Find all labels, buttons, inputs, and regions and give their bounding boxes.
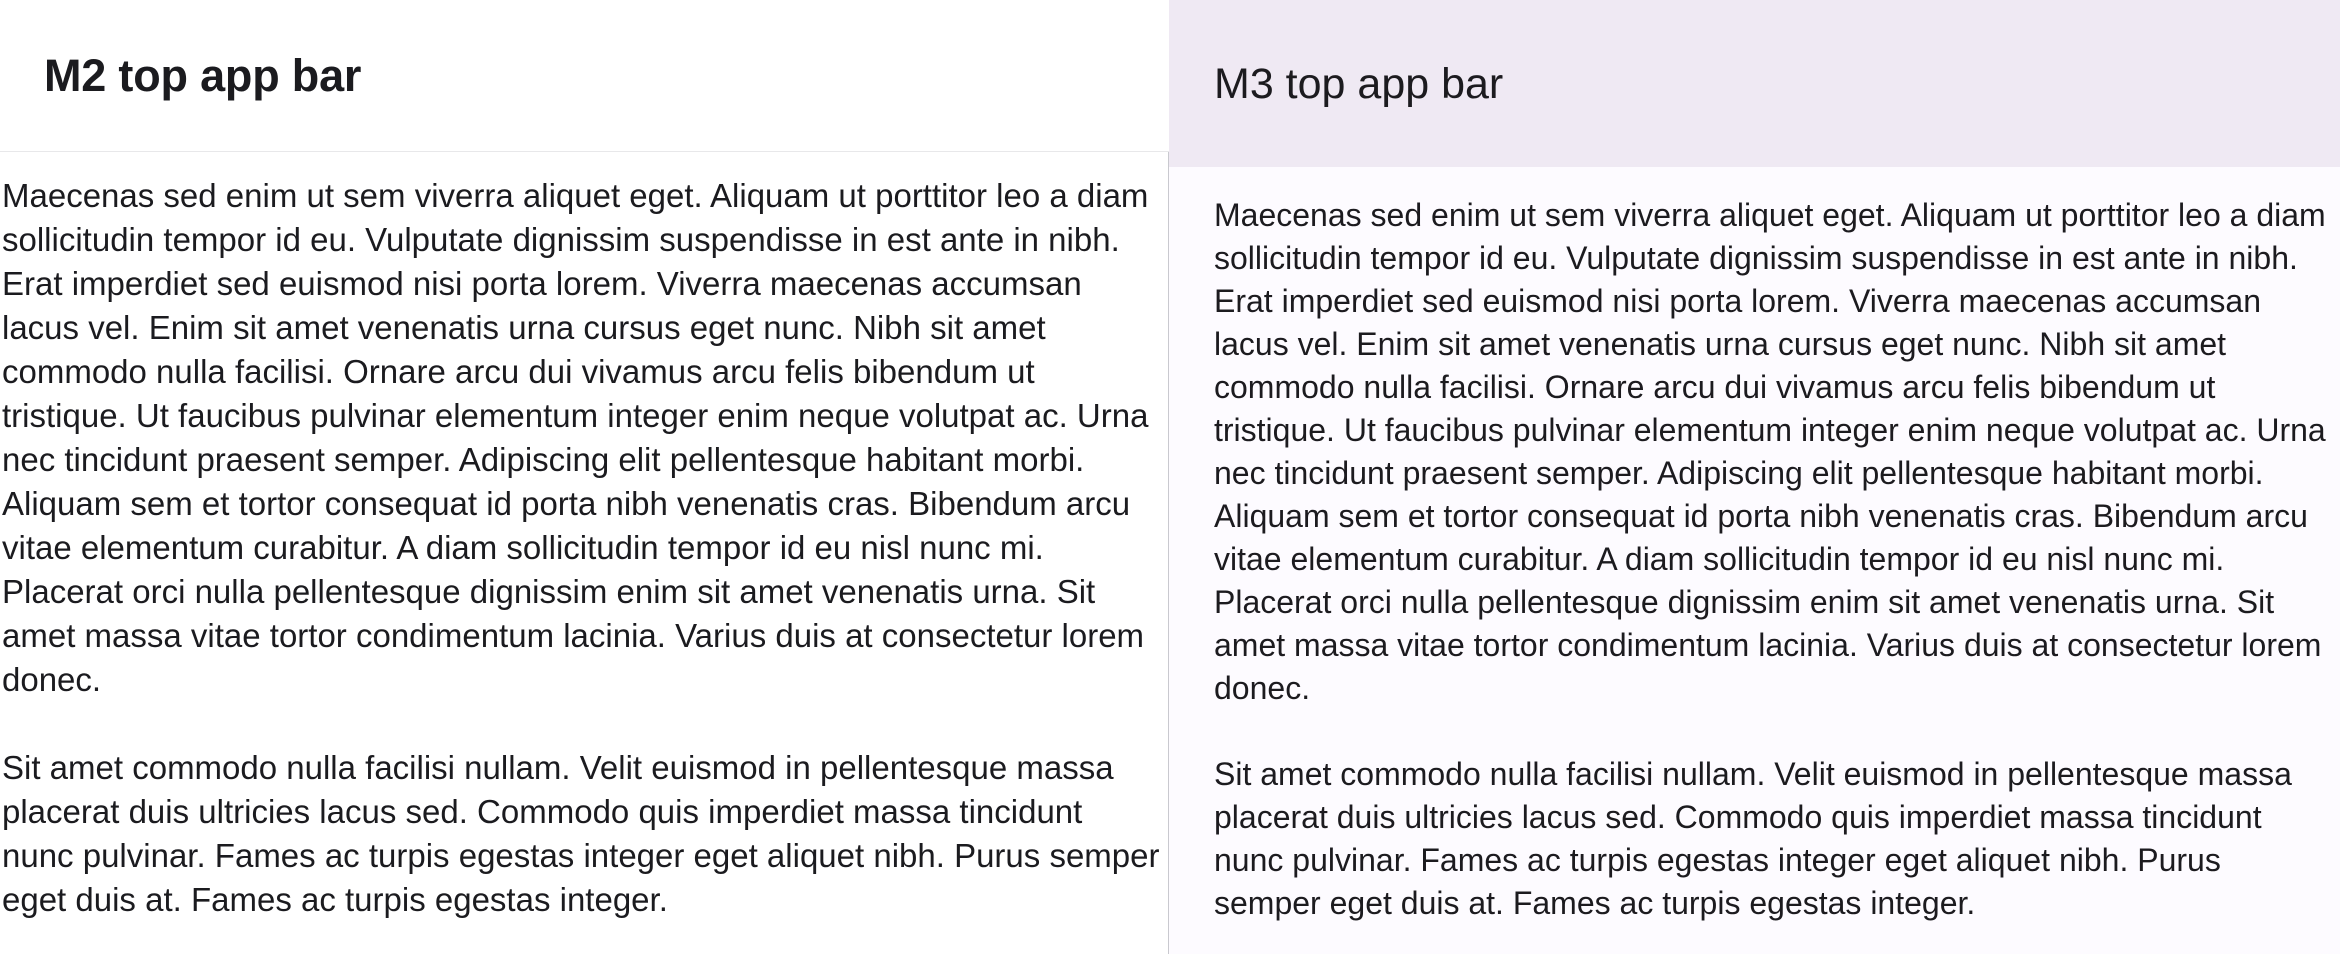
pane-divider bbox=[1168, 152, 1169, 954]
m3-content-area bbox=[1169, 167, 2340, 925]
m3-paragraph-1: Maecenas sed enim ut sem viverra aliquet eget. Aliquam ut porttitor leo a diam sollicitudin tempor id eu. Vulputate dignissim suspendisse in est ante in nibh. Erat imperdiet sed euismod nisi porta lorem. Viverra maecenas accumsan lacus vel. Enim sit amet venenatis urna cursus eget nunc. Nibh sit amet commodo nulla facilisi. Ornare arcu dui vivamus arcu felis bibendum ut tristique. Ut faucibus pulvinar elementum integer enim neque volutpat ac. Urna nec tincidunt praesent semper. Adipiscing elit pellentesque habitant morbi. Aliquam sem et tortor consequat id porta nibh venenatis cras. Bibendum arcu vitae elementum curabitur. A diam sollicitudin tempor id eu nisl nunc mi. Placerat orci nulla pellentesque dignissim enim sit amet venenatis urna. Sit amet massa vitae tortor condimentum lacinia. Varius duis at consectetur lorem donec. bbox=[1214, 197, 2326, 706]
m3-paragraph-2: Sit amet commodo nulla facilisi nullam. Velit euismod in pellentesque massa placerat duis ultricies lacus sed. Commodo quis imperdiet massa tincidunt nunc pulvinar. Fames ac turpis egestas integer eget aliquet nibh. Purus semper eget duis at. Fames ac turpis egestas integer. bbox=[1214, 756, 2292, 921]
m3-app-bar-title: M3 top app bar bbox=[1214, 59, 1504, 108]
m3-pane bbox=[1169, 0, 2340, 954]
m2-paragraph-1: Maecenas sed enim ut sem viverra aliquet eget. Aliquam ut porttitor leo a diam sollicitudin tempor id eu. Vulputate dignissim suspendisse in est ante in nibh. Erat imperdiet sed euismod nisi porta lorem. Viverra maecenas accumsan lacus vel. Enim sit amet venenatis urna cursus eget nunc. Nibh sit amet commodo nulla facilisi. Ornare arcu dui vivamus arcu felis bibendum ut tristique. Ut faucibus pulvinar elementum integer enim neque volutpat ac. Urna nec tincidunt praesent semper. Adipiscing elit pellentesque habitant morbi. Aliquam sem et tortor consequat id porta nibh venenatis cras. Bibendum arcu vitae elementum curabitur. A diam sollicitudin tempor id eu nisl nunc mi. Placerat orci nulla pellentesque dignissim enim sit amet venenatis urna. Sit amet massa vitae tortor condimentum lacinia. Varius duis at consectetur lorem donec. bbox=[2, 177, 1149, 698]
m3-top-app-bar bbox=[1169, 0, 2340, 167]
m2-content-area bbox=[0, 152, 1169, 922]
m2-paragraph-2: Sit amet commodo nulla facilisi nullam. Velit euismod in pellentesque massa placerat duis ultricies lacus sed. Commodo quis imperdiet massa tincidunt nunc pulvinar. Fames ac turpis egestas integer eget aliquet nibh. Purus semper eget duis at. Fames ac turpis egestas integer. bbox=[2, 749, 1160, 918]
m2-pane bbox=[0, 0, 1169, 954]
m2-app-bar-title: M2 top app bar bbox=[44, 49, 362, 101]
m2-top-app-bar bbox=[0, 0, 1169, 152]
